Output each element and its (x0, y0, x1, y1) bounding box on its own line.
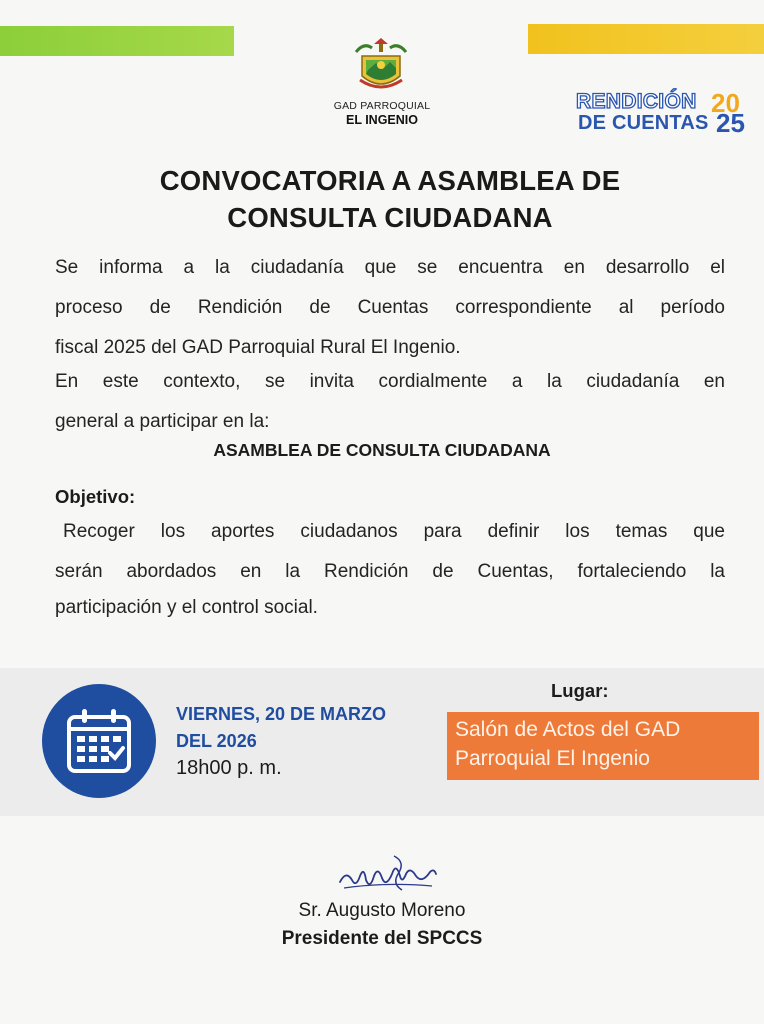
page-title (60, 162, 720, 236)
invite-line1: En este contexto, se invita cordialmente a la ciudadanía en (55, 371, 725, 392)
intro-line3: fiscal 2025 del GAD Parroquial Rural El Ingenio. (55, 337, 461, 358)
objective-label: Objetivo: (55, 486, 136, 507)
org-name-line1: GAD PARROQUIAL (333, 100, 431, 112)
objective-line3: participación y el control social. (55, 597, 318, 618)
rc-logo-year-bottom: 25 (716, 108, 745, 138)
rendicion-cuentas-logo (576, 88, 762, 140)
event-time: 18h00 p. m. (176, 757, 282, 779)
title-line2: CONSULTA CIUDADANA (227, 202, 553, 233)
assembly-name: ASAMBLEA DE CONSULTA CIUDADANA (213, 440, 551, 460)
handwritten-signature (336, 852, 440, 896)
yellow-accent-bar (528, 24, 764, 54)
calendar-icon (66, 707, 132, 775)
place-label: Lugar: (551, 680, 609, 701)
signer-role: Presidente del SPCCS (281, 928, 483, 949)
title-line1: CONVOCATORIA A ASAMBLEA DE (159, 165, 621, 196)
intro-line2: proceso de Rendición de Cuentas correspondiente al período (55, 297, 725, 318)
org-name-line2: EL INGENIO (345, 113, 418, 127)
parish-coat-of-arms-icon (350, 34, 412, 96)
intro-line1: Se informa a la ciudadanía que se encuentra en desarrollo el (55, 257, 725, 278)
rc-logo-word1: RENDICIÓN (576, 90, 697, 113)
objective-line1: Recoger los aportes ciudadanos para definir los temas que (63, 521, 725, 542)
green-accent-bar (0, 26, 234, 56)
rc-logo-year-top: 20 (711, 88, 740, 118)
objective-line2: serán abordados en la Rendición de Cuentas, fortaleciendo la (55, 561, 725, 582)
place-line1: Salón de Actos del GAD (455, 718, 681, 741)
rc-logo-word2: DE CUENTAS (578, 112, 709, 134)
invite-line2: general a participar en la: (55, 411, 270, 432)
event-date-line1: VIERNES, 20 DE MARZO (176, 704, 387, 724)
event-date-line2: DEL 2026 (176, 731, 257, 751)
signer-name: Sr. Augusto Moreno (298, 900, 466, 921)
place-line2: Parroquial El Ingenio (455, 747, 650, 770)
